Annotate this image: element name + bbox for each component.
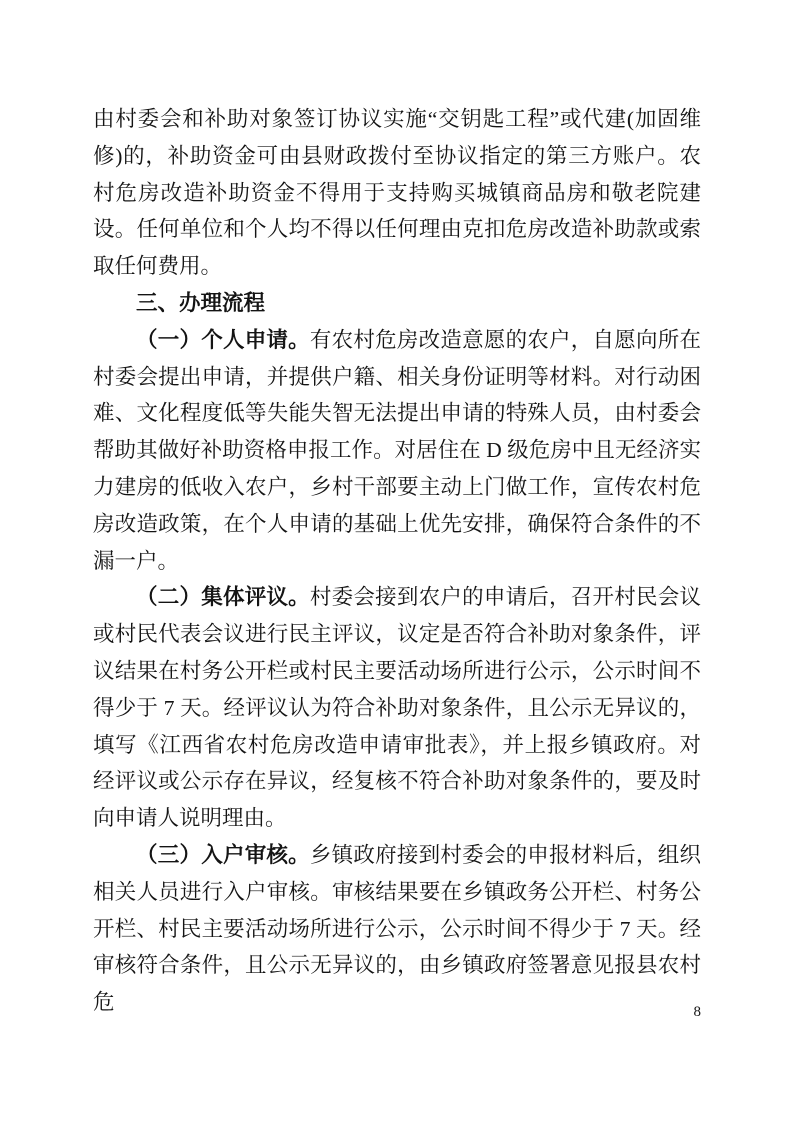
paragraph-lead: （三）入户审核。	[136, 842, 310, 867]
paragraph	[93, 837, 701, 1021]
paragraph-lead: （一）个人申请。	[136, 327, 310, 352]
paragraph-text: 有农村危房改造意愿的农户，自愿向所在村委会提出申请，并提供户籍、相关身份证明等材料。对行动困难、文化程度低等失能失智无法提出申请的特殊人员，由村委会帮助其做好补助资格申报工作。对居住在 D 级危房中且无经济实力建房的低收入农户，乡村干部要主动上门做工作，宣传农村危房改造政策，在个人申请的基础上优先安排，确保符合条件的不漏一户。	[93, 327, 701, 573]
paragraph-text: 由村委会和补助对象签订协议实施“交钥匙工程”或代建(加固维修)的，补助资金可由县财政拨付至协议指定的第三方账户。农村危房改造补助资金不得用于支持购买城镇商品房和敬老院建设。任何单位和个人均不得以任何理由克扣危房改造补助款或索取任何费用。	[93, 107, 701, 279]
paragraph-text: 乡镇政府接到村委会的申报材料后，组织相关人员进行入户审核。审核结果要在乡镇政务公开栏、村务公开栏、村民主要活动场所进行公示，公示时间不得少于 7 天。经审核符合条件，且公示无异议的，由乡镇政府签署意见报县农村危	[93, 842, 701, 1015]
paragraph-lead: （二）集体评议。	[136, 585, 310, 610]
document-body	[93, 101, 701, 1021]
paragraph	[93, 322, 701, 580]
page-number: 8	[693, 1004, 701, 1020]
paragraph	[93, 579, 701, 837]
paragraph	[93, 101, 701, 285]
section-heading: 三、办理流程	[136, 290, 266, 315]
paragraph-text: 村委会接到农户的申请后，召开村民会议或村民代表会议进行民主评议，议定是否符合补助对象条件，评议结果在村务公开栏或村民主要活动场所进行公示，公示时间不得少于 7 天。经评议认为符合补助对象条件，且公示无异议的，填写《江西省农村危房改造申请审批表》，并上报乡镇政府。对经评议或公示存在异议，经复核不符合补助对象条件的，要及时向申请人说明理由。	[93, 585, 701, 831]
